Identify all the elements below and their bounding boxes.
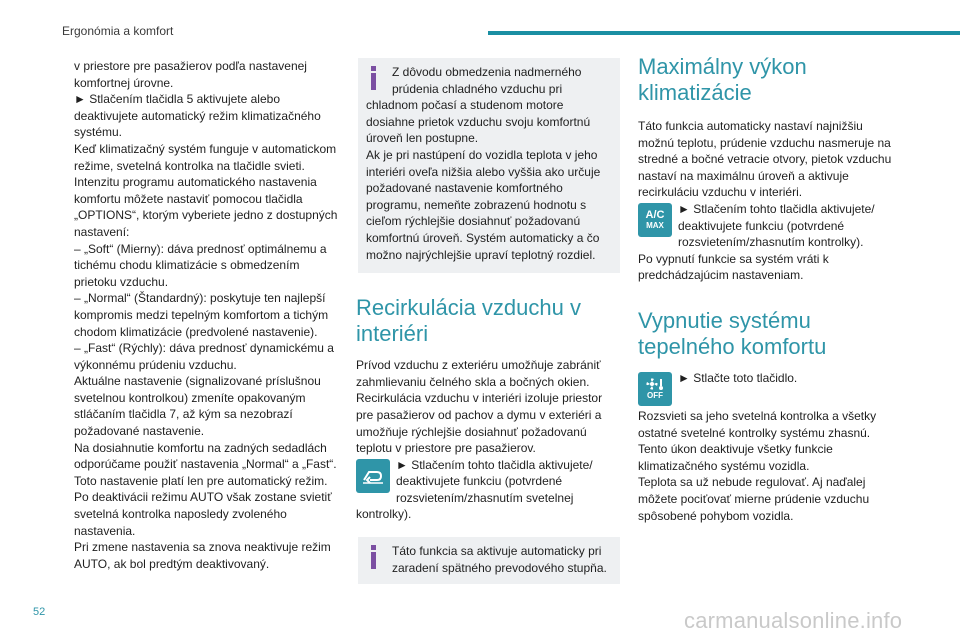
- paragraph: Tento úkon deaktivuje všetky funkcie klimatizačného systému vozidla.: [638, 442, 833, 473]
- note-text: Ak je pri nastúpení do vozidla teplota v jeho interiéri oveľa nižšia alebo vyššia ako určuje požadované nastavenie komfortného programu, nemeňte zobrazenú hodnotu s cieľom rýchlejšie dosiahnuť požadovanú komfortnú úroveň. Systém automaticky a čo možno najrýchlejšie upraví teplotný rozdiel.: [366, 147, 601, 262]
- paragraph: Intenzitu programu automatického nastavenia komfortu môžete nastaviť pomocou tlačidla „OPTIONS“, ktorým vyberiete jedno z dostupných nastavení:: [74, 175, 338, 239]
- paragraph: Na dosiahnutie komfortu na zadných sedadlách odporúčame použiť nastavenia „Normal“ a „Fast“.: [74, 440, 337, 472]
- page-number: 52: [33, 606, 46, 618]
- paragraph: Prívod vzduchu z exteriéru umožňuje zabrániť zahmlievaniu čelného skla a bočných okien. Recirkulácia vzduchu v interiéri izoluje priestor pre pasažierov od pachov a dymu v exteriéri a umožňuje rýchlejšie dosiahnuť požadovanú teplotu v priestore pre pasažierov.: [356, 358, 603, 456]
- paragraph: ► Stlačením tlačidla 5 aktivujete alebo deaktivujete automatický režim klimatizačného systému.: [74, 92, 321, 140]
- column-2: [356, 58, 620, 584]
- recirculation-instruction: [356, 457, 620, 523]
- note-text: chladnom počasí a studenom motore dosiahne prietok vzduchu svoju komfortnú úroveň len postupne.: [366, 98, 591, 146]
- paragraph: ► Stlačte toto tlačidlo.: [678, 370, 798, 385]
- ac-max-button-icon: A/C MAX: [638, 203, 672, 237]
- paragraph: Táto funkcia automaticky nastaví najnižšiu možnú teplotu, prúdenie vzduchu nasmeruje na stredné a bočné vetracie otvory, pietok vzduchu nastaví na maximálnu úroveň a aktivuje recirkuláciu vzduchu v interiéri.: [638, 119, 892, 200]
- paragraph: ► Stlačením tohto tlačidla aktivujete/ deaktivujete funkciu (potvrdené rozsvietením/zhasnutím svetelnej kontrolky).: [356, 457, 593, 522]
- column-1: [74, 58, 338, 572]
- max-ac-instruction: [638, 201, 900, 251]
- off-instruction: [638, 370, 900, 408]
- paragraph: – „Normal“ (Štandardný): poskytuje ten najlepší kompromis medzi tepelným komfortom a tichým chodom klimatizácie (predvolené nastavenie).: [74, 291, 329, 339]
- info-note: [358, 58, 620, 273]
- paragraph: Aktuálne nastavenie (signalizované príslušnou svetelnou kontrolkou) zmeníte opakovaným stláčaním tlačidla 7, až kým sa nezobrazí požadované nastavenie.: [74, 374, 321, 439]
- paragraph: Toto nastavenie platí len pre automatický režim.: [74, 473, 328, 488]
- column-3: [638, 54, 900, 524]
- paragraph: Teplota sa už nebude regulovať. Aj naďalej môžete pociťovať mierne prúdenie vzduchu spôsobené pohybom vozidla.: [638, 475, 870, 523]
- watermark: carmanualsonline.info: [684, 608, 903, 633]
- paragraph: Rozsvieti sa jeho svetelná kontrolka a všetky ostatné svetelné kontrolky systému zhasnú.: [638, 408, 877, 440]
- info-icon: [371, 66, 377, 90]
- paragraph: v priestore pre pasažierov podľa nastavenej komfortnej úrovne.: [74, 59, 307, 90]
- note-text: Z dôvodu obmedzenia nadmerného prúdenia chladného vzduchu pri: [392, 65, 582, 96]
- note-text: Táto funkcia sa aktivuje automaticky pri zaradení spätného prevodového stupňa.: [392, 544, 607, 575]
- section-title: Ergonómia a komfort: [62, 24, 174, 38]
- paragraph: Pri zmene nastavenia sa znova neaktivuje režim AUTO, ak bol predtým deaktivovaný.: [74, 540, 331, 571]
- info-note: [358, 537, 620, 584]
- heading-system-off: Vypnutie systému tepelného komfortu: [638, 307, 827, 359]
- recirculation-button-icon: [356, 459, 390, 493]
- paragraph: – „Fast“ (Rýchly): dáva prednosť dynamickému a výkonnému prúdeniu vzduchu.: [74, 341, 334, 372]
- paragraph: Po vypnutí funkcie sa systém vráti k predchádzajúcim nastaveniam.: [638, 251, 829, 283]
- fan-off-button-icon: OFF: [638, 372, 672, 406]
- paragraph: ► Stlačením tohto tlačidla aktivujete/ deaktivujete funkciu (potvrdené rozsvietením/zhasnutím kontrolky).: [678, 201, 875, 250]
- paragraph: Keď klimatizačný systém funguje v automatickom režime, svetelná kontrolka na tlačidle svieti.: [74, 141, 337, 173]
- paragraph: – „Soft“ (Mierny): dáva prednosť optimálnemu a tichému chodu klimatizácie s obmedzením prietoku vzduchu.: [74, 241, 327, 289]
- info-icon: [371, 545, 377, 569]
- header-accent-bar: [488, 31, 960, 35]
- heading-max-ac: Maximálny výkon klimatizácie: [638, 54, 807, 105]
- paragraph: Po deaktivácii režimu AUTO však zostane svietiť svetelná kontrolka naposledy zvoleného nastavenia.: [74, 490, 332, 538]
- heading-recirculation: Recirkulácia vzduchu v interiéri: [356, 295, 581, 347]
